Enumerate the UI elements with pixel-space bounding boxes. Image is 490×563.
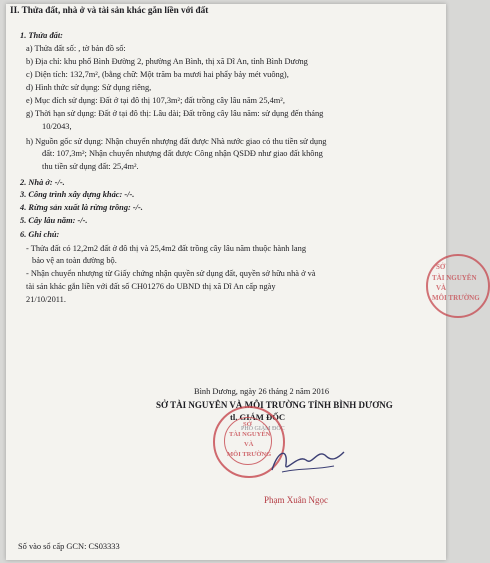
house-line: 2. Nhà ở: -/-.: [20, 178, 65, 187]
land-heading: 1. Thửa đất:: [20, 31, 63, 40]
land-origin-cont-1: đất: 107,3m²; Nhận chuyển nhượng đất được Công nhận QSDĐ như giao đất không: [42, 149, 323, 158]
official-seal: SỞ TÀI NGUYÊN VÀ MÔI TRƯỜNG: [213, 406, 285, 478]
signer-name: Phạm Xuân Ngọc: [264, 495, 328, 505]
side-stamp: SỞ TÀI NGUYÊN VÀ MÔI TRƯỜNG: [426, 254, 490, 318]
perennial-line: 5. Cây lâu năm: -/-.: [20, 216, 88, 225]
note-1: - Thửa đất có 12,2m2 đất ở đô thị và 25,4m2 đất trồng cây lâu năm thuộc hành lang: [26, 244, 307, 253]
date-line: Bình Dương, ngày 26 tháng 2 năm 2016: [194, 387, 330, 396]
land-use-term-cont: 10/2043,: [42, 122, 72, 131]
land-use-term: g) Thời hạn sử dụng: Đất ở tại đô thị: Lâu dài; Đất trồng cây lâu năm: sử dụng đến tháng: [26, 109, 324, 118]
note-2-cont-2: 21/10/2011.: [26, 295, 66, 304]
land-area: c) Diện tích: 132,7m², (bằng chữ: Một trăm ba mươi hai phẩy bảy mét vuông),: [26, 70, 289, 79]
land-use-form: d) Hình thức sử dụng: Sử dụng riêng,: [26, 83, 152, 92]
land-use-purpose: e) Mục đích sử dụng: Đất ở tại đô thị 107,3m²; đất trồng cây lâu năm 25,4m²,: [26, 96, 285, 105]
section-title: II. Thửa đất, nhà ở và tài sản khác gắn liền với đất: [10, 5, 209, 15]
note-2: - Nhận chuyển nhượng từ Giấy chứng nhận quyền sử dụng đất, quyền sở hữu nhà ở và: [26, 269, 316, 278]
certificate-page: [6, 4, 480, 560]
authority-name: SỞ TÀI NGUYÊN VÀ MÔI TRƯỜNG TỈNH BÌNH DƯƠNG: [156, 400, 393, 410]
note-2-cont-1: tài sản khác gắn liền với đất số CH01276 do UBND thị xã Dĩ An cấp ngày: [26, 282, 276, 291]
notes-heading: 6. Ghi chú:: [20, 230, 60, 239]
deputy-title: PHÓ GIÁM ĐỐC: [241, 426, 285, 432]
registry-number: Số vào sổ cấp GCN: CS03333: [18, 542, 120, 551]
land-address: b) Địa chỉ: khu phố Bình Đường 2, phường An Bình, thị xã Dĩ An, tỉnh Bình Dương: [26, 57, 308, 66]
signature: [268, 440, 348, 480]
land-origin: h) Nguồn gốc sử dụng: Nhận chuyển nhượng đất được Nhà nước giao có thu tiền sử dụng: [26, 137, 327, 146]
land-origin-cont-2: thu tiền sử dụng đất: 25,4m².: [42, 162, 139, 171]
land-parcel-number: a) Thửa đất số: , tờ bản đồ số:: [26, 44, 126, 53]
forest-line: 4. Rừng sản xuất là rừng trồng: -/-.: [20, 203, 143, 212]
director-title: tl. GIÁM ĐỐC: [230, 412, 286, 422]
note-1-cont: bảo vệ an toàn đường bộ.: [32, 256, 117, 265]
construction-line: 3. Công trình xây dựng khác: -/-.: [20, 190, 135, 199]
